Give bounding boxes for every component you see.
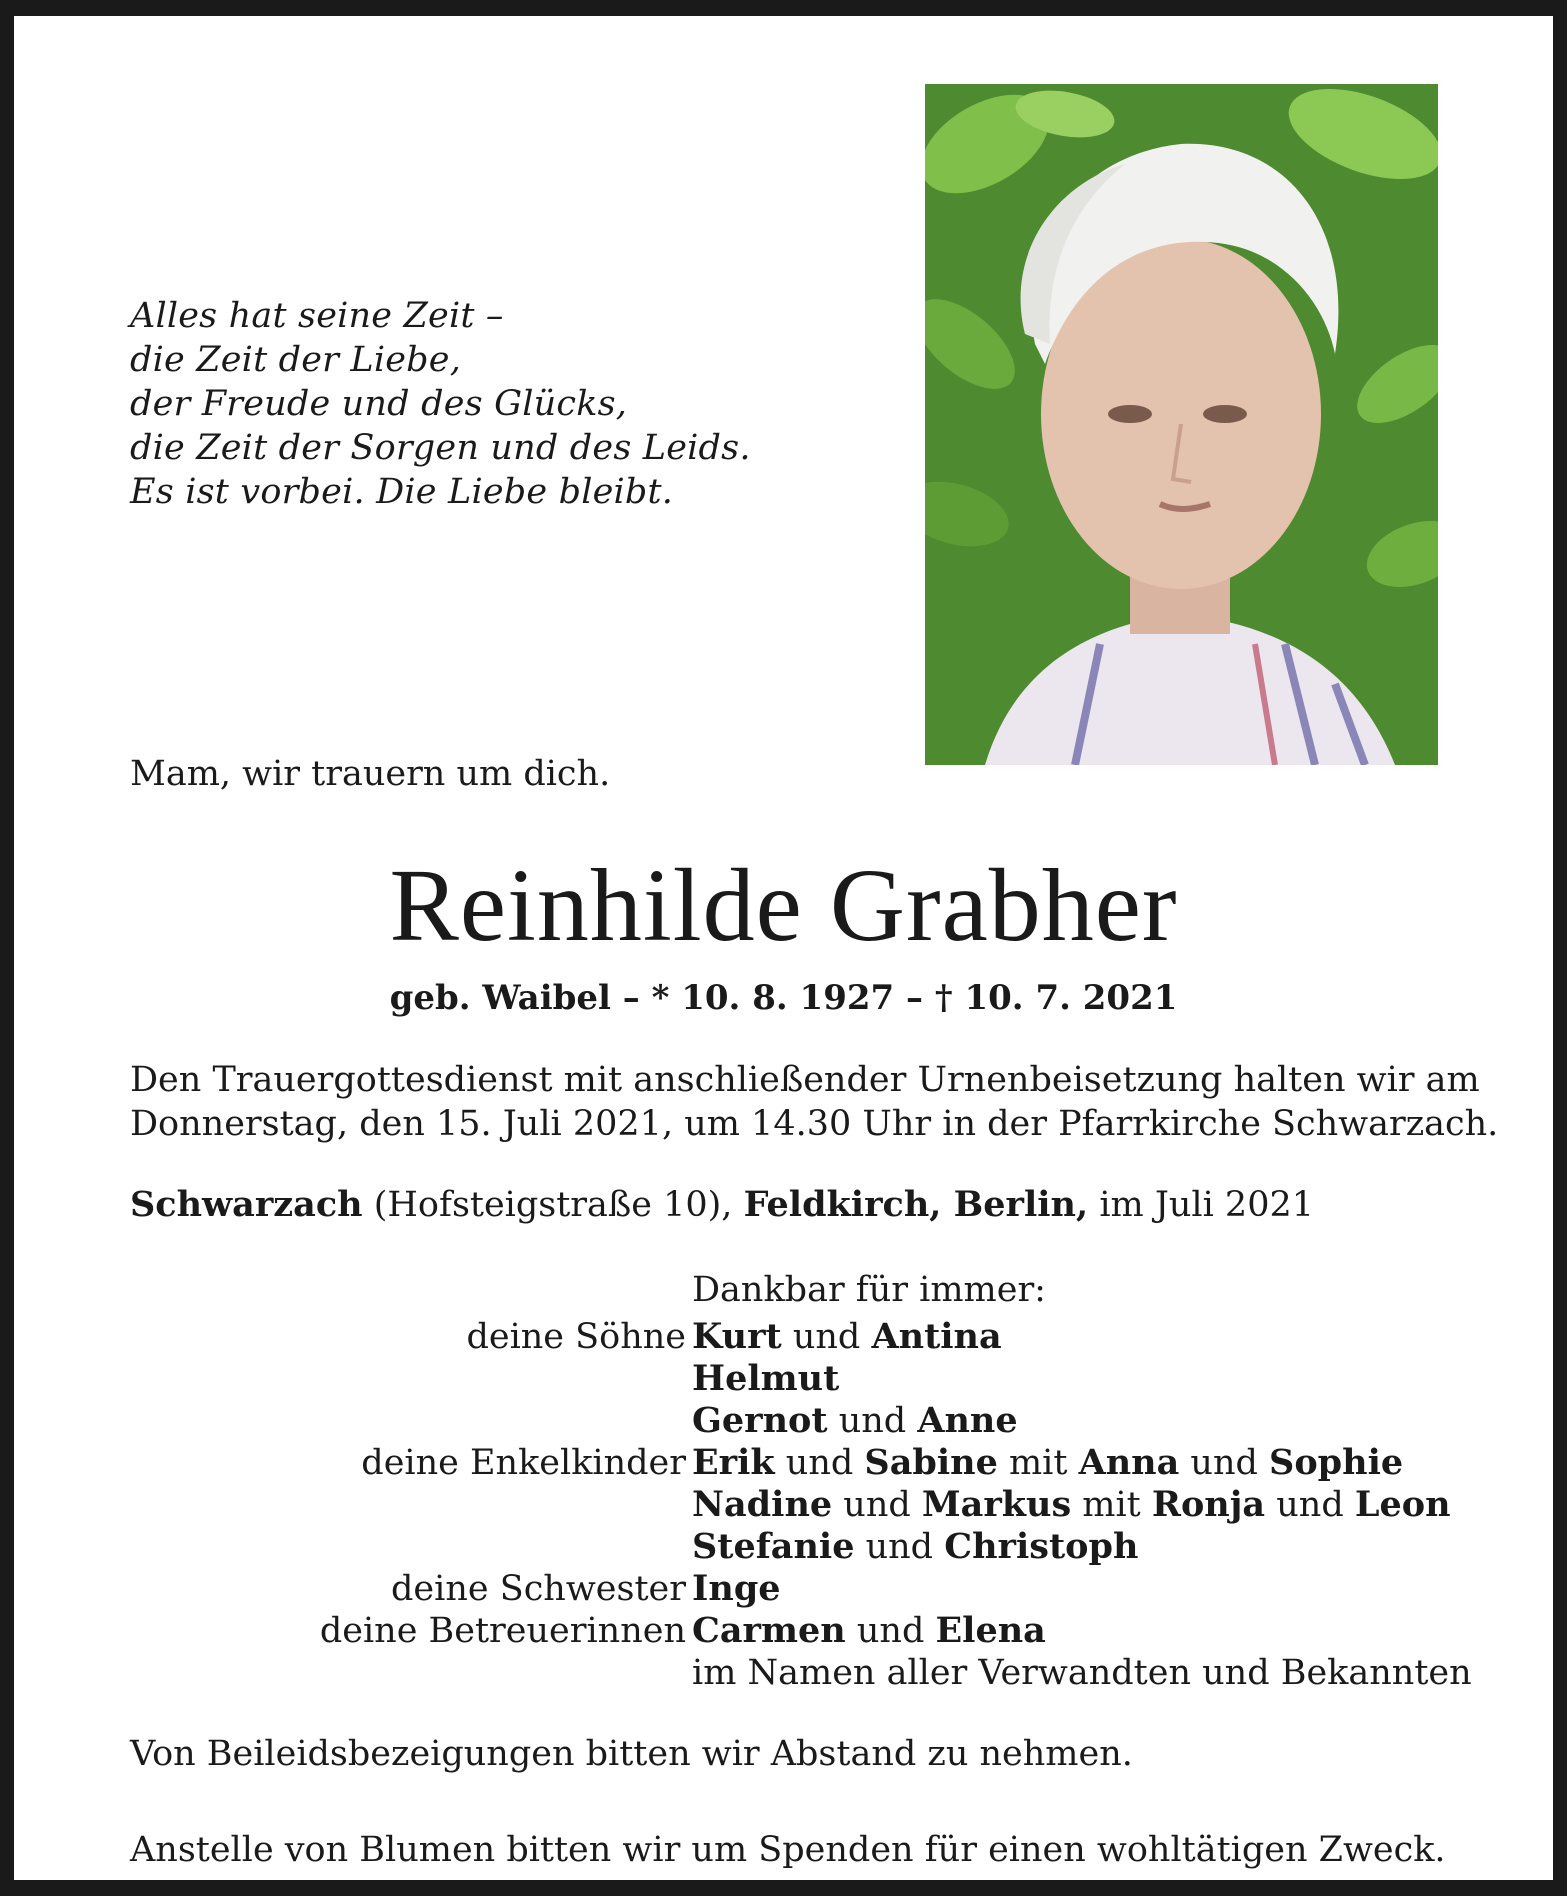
family-row (14, 1442, 1567, 1484)
family-connector: und (832, 1485, 922, 1525)
family-member-name: Anne (917, 1400, 1018, 1441)
poem-line: Alles hat seine Zeit – (130, 296, 504, 336)
family-member-name: Nadine (692, 1484, 833, 1525)
condolence-note: Von Beileidsbezeigungen bitten wir Abstand zu nehmen. (130, 1734, 1133, 1774)
family-member-name: Kurt (692, 1316, 782, 1357)
family-connector: und (781, 1317, 872, 1357)
family-relation: deine Enkelkinder (361, 1443, 686, 1483)
family-row (14, 1526, 1567, 1568)
family-relation: deine Betreuerinnen (319, 1611, 686, 1651)
service-line: Den Trauergottesdienst mit anschließender Urnenbeisetzung halten wir am (130, 1060, 1480, 1100)
family-row (14, 1568, 1567, 1610)
family-member-name: Ronja (1151, 1484, 1266, 1525)
deceased-name: Reinhilde Grabher (389, 848, 1178, 963)
family-relation: deine Söhne (466, 1317, 686, 1357)
family-member-name: Inge (692, 1568, 781, 1609)
family-row (14, 1358, 1567, 1400)
family-names (692, 1610, 1046, 1652)
poem-line: der Freude und des Glücks, (130, 384, 628, 424)
family-relation: deine Schwester (391, 1569, 686, 1609)
family-member-name: Leon (1354, 1484, 1451, 1525)
family-names (692, 1358, 839, 1400)
family-connector: mit (1071, 1485, 1152, 1525)
family-member-name: Sabine (864, 1442, 998, 1483)
place-date-line (130, 1184, 1314, 1225)
family-member-name: Stefanie (692, 1526, 855, 1567)
family-list (14, 1316, 1567, 1694)
family-connector: und (854, 1527, 945, 1567)
family-connector: und (1179, 1443, 1270, 1483)
family-member-name: Elena (935, 1610, 1046, 1651)
family-row (14, 1400, 1567, 1442)
family-member-name: Carmen (692, 1610, 846, 1651)
family-names (692, 1526, 1138, 1568)
place-town: Schwarzach (130, 1184, 363, 1225)
family-member-name: Erik (692, 1442, 775, 1483)
family-names (692, 1652, 1472, 1694)
family-member-name: Helmut (692, 1358, 840, 1399)
funeral-service-text (130, 1058, 1499, 1146)
place-date: im Juli 2021 (1099, 1185, 1314, 1225)
family-row (14, 1316, 1567, 1358)
poem-line: Es ist vorbei. Die Liebe bleibt. (130, 472, 674, 512)
family-row (14, 1652, 1567, 1694)
family-names (692, 1568, 781, 1610)
service-line: Donnerstag, den 15. Juli 2021, um 14.30 Uhr in der Pfarrkirche Schwarzach. (130, 1104, 1499, 1144)
family-member-name: Antina (871, 1316, 1002, 1357)
poem-line: die Zeit der Liebe, (130, 340, 462, 380)
family-connector: mit (997, 1443, 1079, 1483)
birth-death-dates: geb. Waibel – * 10. 8. 1927 – † 10. 7. 2021 (389, 978, 1178, 1018)
poem (130, 294, 770, 514)
family-connector: im Namen aller Verwandten und Bekannten (692, 1653, 1472, 1693)
family-names (692, 1400, 1018, 1442)
family-names (692, 1316, 1002, 1358)
family-member-name: Sophie (1269, 1442, 1404, 1483)
flowers-note: Anstelle von Blumen bitten wir um Spenden für einen wohltätigen Zweck. (130, 1830, 1446, 1870)
family-member-name: Christoph (944, 1526, 1139, 1567)
family-connector: und (1265, 1485, 1355, 1525)
poem-line: die Zeit der Sorgen und des Leids. (130, 428, 751, 468)
place-address: (Hofsteigstraße 10), (373, 1185, 733, 1225)
family-connector: und (845, 1611, 936, 1651)
family-row (14, 1610, 1567, 1652)
family-member-name: Markus (921, 1484, 1072, 1525)
family-member-name: Gernot (692, 1400, 828, 1441)
family-row (14, 1484, 1567, 1526)
family-connector: und (774, 1443, 865, 1483)
family-names (692, 1484, 1451, 1526)
family-connector: und (827, 1401, 918, 1441)
family-member-name: Anna (1078, 1442, 1180, 1483)
thanks-heading: Dankbar für immer: (692, 1270, 1046, 1310)
place-towns: Feldkirch, Berlin, (743, 1184, 1089, 1225)
mourning-line: Mam, wir trauern um dich. (130, 754, 611, 794)
family-names (692, 1442, 1403, 1484)
portrait-photo (925, 84, 1438, 765)
